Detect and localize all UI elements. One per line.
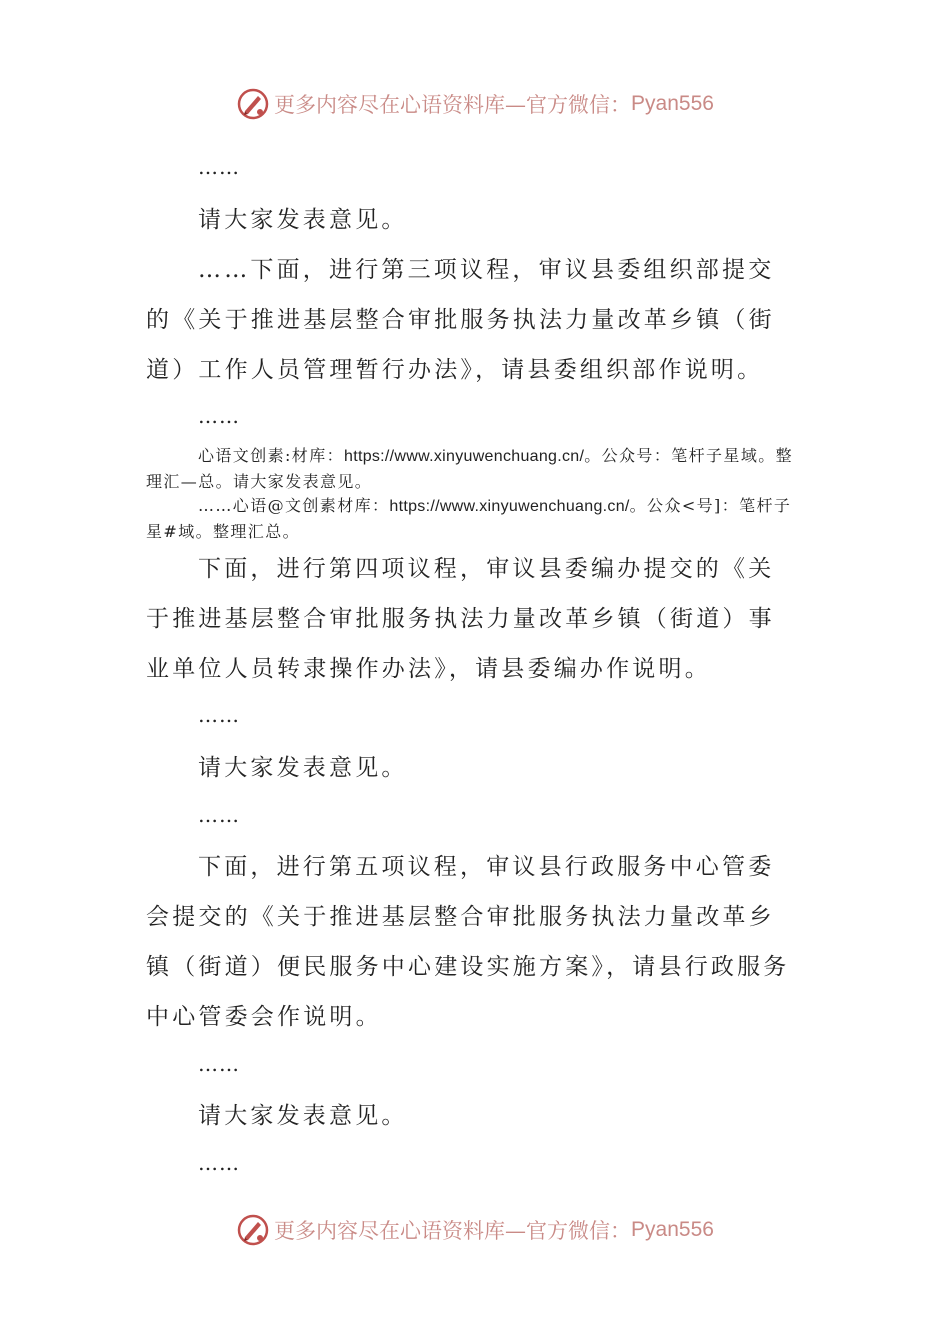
paragraph-6: 请大家发表意见。 [198, 1103, 408, 1129]
ellipsis-6: …… [198, 1151, 240, 1175]
note-1-prefix: 心语文创素:材库： [198, 446, 344, 465]
note-2 [146, 493, 796, 544]
note-2-suffix: 。公众<号]：笔杆子星#域。整理汇总。 [146, 496, 792, 541]
header-banner [0, 82, 950, 126]
paragraph-4: 请大家发表意见。 [198, 755, 408, 781]
pen-logo-icon [236, 87, 270, 121]
ellipsis-2: …… [198, 404, 240, 428]
paragraph-3: 下面，进行第四项议程，审议县委编办提交的《关于推进基层整合审批服务执法力量改革乡镇（街道）事业单位人员转隶操作办法》，请县委编办作说明。 [146, 556, 775, 682]
footer-banner [0, 1208, 950, 1252]
banner-text: 更多内容尽在心语资料库—官方微信： [274, 1219, 632, 1243]
note-2-url[interactable]: https://www.xinyuwenchuang.cn/ [389, 498, 630, 515]
paragraph-1: 请大家发表意见。 [198, 207, 408, 233]
ellipsis-3: …… [198, 703, 240, 727]
paragraph-5: 下面，进行第五项议程，审议县行政服务中心管委会提交的《关于推进基层整合审批服务执法力量改革乡镇（街道）便民服务中心建设实施方案》，请县行政服务中心管委会作说明。 [146, 854, 790, 1030]
paragraph-2: ……下面，进行第三项议程，审议县委组织部提交的《关于推进基层整合审批服务执法力量改革乡镇（街道）工作人员管理暂行办法》，请县委组织部作说明。 [146, 257, 775, 383]
note-1-suffix: 。公众号：笔杆子星域。整理汇—总。请大家发表意见。 [146, 446, 794, 491]
ellipsis-4: …… [198, 803, 240, 827]
note-1-url[interactable]: https://www.xinyuwenchuang.cn/ [344, 448, 585, 465]
banner-wechat-id: Pyan556 [631, 1218, 714, 1241]
banner-text: 更多内容尽在心语资料库—官方微信： [274, 93, 632, 117]
pen-logo-icon [236, 1213, 270, 1247]
ellipsis-1: …… [198, 155, 240, 179]
banner-wechat-id: Pyan556 [631, 92, 714, 115]
ellipsis-5: …… [198, 1052, 240, 1076]
note-1 [146, 443, 796, 494]
note-2-prefix: ……心语@文创素材库： [198, 496, 390, 515]
